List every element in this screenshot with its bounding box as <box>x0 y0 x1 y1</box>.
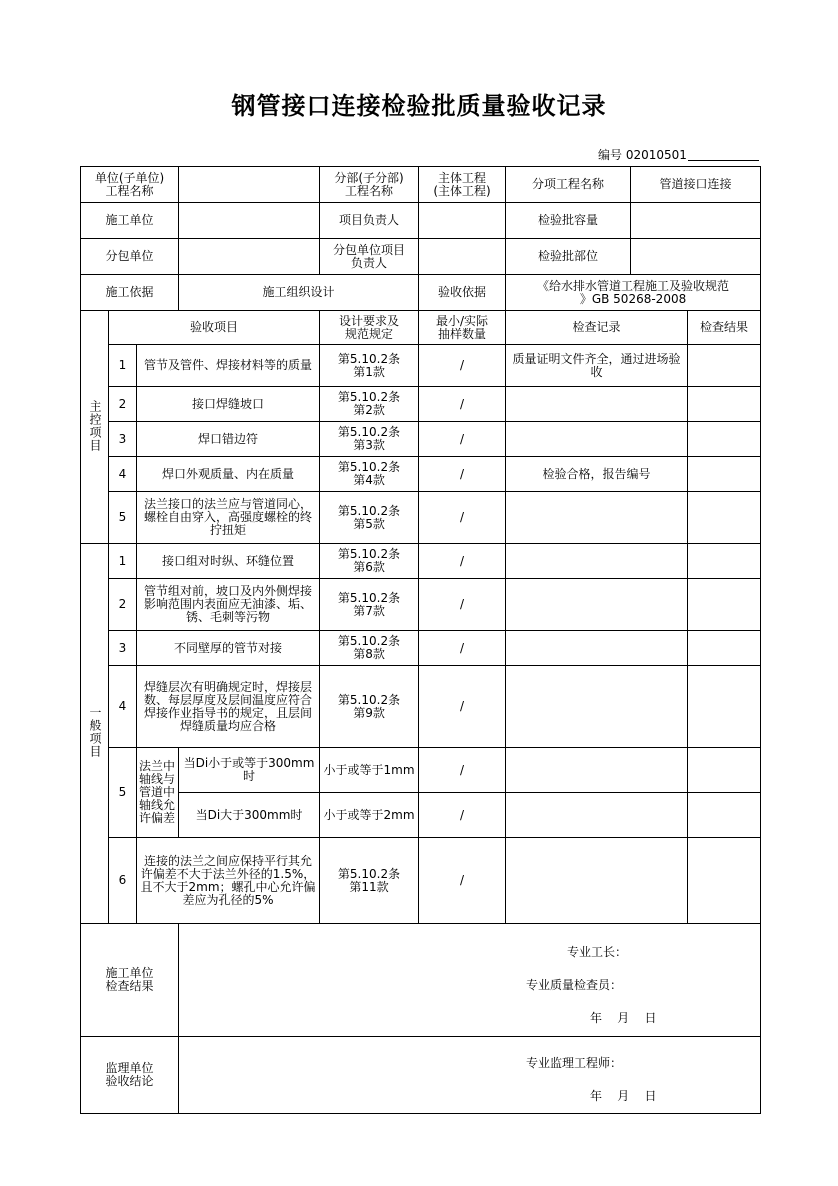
accept-basis-label: 验收依据 <box>419 275 506 311</box>
doc-number <box>598 146 698 163</box>
inspection-record-table <box>80 166 761 1114</box>
item-record[interactable] <box>506 492 688 544</box>
item-result[interactable] <box>688 422 761 457</box>
col-result: 检查结果 <box>688 311 761 345</box>
item-desc: 法兰接口的法兰应与管道同心，螺栓自由穿入，高强度螺栓的终拧扭矩 <box>137 492 320 544</box>
item-req: 第5.10.2条 第7款 <box>320 579 419 631</box>
table-row <box>81 579 761 631</box>
item-record[interactable] <box>506 544 688 579</box>
general-group-text: 一般项目 <box>88 706 102 758</box>
table-row <box>81 838 761 924</box>
quality-inspector-label: 专业质量检查员： <box>526 978 623 992</box>
item-no: 5 <box>109 492 137 544</box>
item-desc: 管节组对前，坡口及内外侧焊接影响范围内表面应无油漆、垢、锈、毛刺等污物 <box>137 579 320 631</box>
item-req: 小于或等于1mm <box>320 748 419 793</box>
supervising-engineer-label: 专业监理工程师： <box>526 1056 623 1070</box>
item-desc: 焊缝层次有明确规定时，焊接层数、每层厚度及层间温度应符合焊接作业指导书的规定，且层间焊缝质量均应合格 <box>137 666 320 748</box>
supervision-row <box>81 1037 761 1114</box>
doc-number-underline <box>688 160 759 161</box>
item-req: 第5.10.2条 第2款 <box>320 387 419 422</box>
item-no: 3 <box>109 422 137 457</box>
table-row <box>81 387 761 422</box>
item-record[interactable] <box>506 793 688 838</box>
foreman-label: 专业工长： <box>567 945 628 959</box>
column-header-row <box>81 311 761 345</box>
col-sample: 最小/实际 抽样数量 <box>419 311 506 345</box>
item-desc: 接口焊缝坡口 <box>137 387 320 422</box>
table-row <box>81 492 761 544</box>
col-item: 验收项目 <box>109 311 320 345</box>
item-no: 1 <box>109 345 137 387</box>
table-row <box>81 544 761 579</box>
subitem-value[interactable]: 管道接口连接 <box>631 167 761 203</box>
item-result[interactable] <box>688 838 761 924</box>
capacity-label: 检验批容量 <box>506 203 631 239</box>
header-row-basis <box>81 275 761 311</box>
sub-value[interactable] <box>179 239 320 275</box>
item-record[interactable] <box>506 422 688 457</box>
unit-label: 单位(子单位) 工程名称 <box>81 167 179 203</box>
pm-value[interactable] <box>419 203 506 239</box>
item-result[interactable] <box>688 492 761 544</box>
item-req: 第5.10.2条 第3款 <box>320 422 419 457</box>
item-result[interactable] <box>688 457 761 492</box>
general-group-label <box>81 544 109 924</box>
table-row <box>81 345 761 387</box>
item-sub-condition: 当Di小于或等于300mm时 <box>179 748 320 793</box>
item-result[interactable] <box>688 793 761 838</box>
item-desc: 法兰中轴线与管道中轴线允许偏差 <box>137 748 179 838</box>
subitem-label: 分项工程名称 <box>506 167 631 203</box>
item-sample[interactable]: / <box>419 748 506 793</box>
item-req: 第5.10.2条 第9款 <box>320 666 419 748</box>
item-sample[interactable]: / <box>419 793 506 838</box>
doc-number-label: 编号 <box>598 148 623 162</box>
inspect-signature-area[interactable] <box>179 924 761 1037</box>
header-row-project <box>81 167 761 203</box>
capacity-value[interactable] <box>631 203 761 239</box>
supervise-signature-area[interactable] <box>179 1037 761 1114</box>
item-record[interactable]: 检验合格，报告编号 <box>506 457 688 492</box>
main-control-group-label <box>81 311 109 544</box>
item-no: 2 <box>109 387 137 422</box>
contractor-label: 施工单位 <box>81 203 179 239</box>
item-sample[interactable]: / <box>419 345 506 387</box>
item-sample[interactable]: / <box>419 492 506 544</box>
item-desc: 连接的法兰之间应保持平行其允许偏差不大于法兰外径的1.5%，且不大于2mm；螺孔中心允许偏差应为孔径的5% <box>137 838 320 924</box>
inspect-date: 年 月 日 <box>590 1011 657 1025</box>
item-desc: 焊口外观质量、内在质量 <box>137 457 320 492</box>
item-record[interactable] <box>506 838 688 924</box>
item-no: 6 <box>109 838 137 924</box>
item-result[interactable] <box>688 544 761 579</box>
table-row <box>81 631 761 666</box>
item-no: 1 <box>109 544 137 579</box>
item-req: 第5.10.2条 第8款 <box>320 631 419 666</box>
doc-number-value: 02010501 <box>625 148 687 162</box>
accept-basis-value[interactable]: 《给水排水管道工程施工及验收规范 》GB 50268-2008 <box>506 275 761 311</box>
item-req: 第5.10.2条 第6款 <box>320 544 419 579</box>
col-record: 检查记录 <box>506 311 688 345</box>
item-record[interactable] <box>506 631 688 666</box>
item-sample[interactable]: / <box>419 422 506 457</box>
header-row-subcontractor <box>81 239 761 275</box>
part-value[interactable] <box>631 239 761 275</box>
item-sample[interactable]: / <box>419 579 506 631</box>
table-row <box>81 793 761 838</box>
item-sample[interactable]: / <box>419 838 506 924</box>
item-sample[interactable]: / <box>419 631 506 666</box>
item-record[interactable] <box>506 579 688 631</box>
header-row-contractor <box>81 203 761 239</box>
table-row <box>81 748 761 793</box>
item-no: 4 <box>109 457 137 492</box>
item-result[interactable] <box>688 579 761 631</box>
item-result[interactable] <box>688 631 761 666</box>
item-result[interactable] <box>688 345 761 387</box>
page-title: 钢管接口连接检验批质量验收记录 <box>231 92 607 120</box>
table-row <box>81 422 761 457</box>
item-desc: 接口组对时纵、环缝位置 <box>137 544 320 579</box>
basis-label: 施工依据 <box>81 275 179 311</box>
division-label: 分部(子分部) 工程名称 <box>320 167 419 203</box>
sub-pm-label: 分包单位项目 负责人 <box>320 239 419 275</box>
main-group-text: 主控项目 <box>88 399 102 452</box>
table-row <box>81 666 761 748</box>
supervise-date: 年 月 日 <box>590 1089 657 1103</box>
supervise-label: 监理单位 验收结论 <box>81 1037 179 1114</box>
item-result[interactable] <box>688 748 761 793</box>
item-result[interactable] <box>688 666 761 748</box>
basis-value[interactable]: 施工组织设计 <box>179 275 419 311</box>
item-sub-condition: 当Di大于300mm时 <box>179 793 320 838</box>
item-sample[interactable]: / <box>419 457 506 492</box>
item-no: 3 <box>109 631 137 666</box>
item-req: 第5.10.2条 第11款 <box>320 838 419 924</box>
division-value[interactable]: 主体工程 (主体工程) <box>419 167 506 203</box>
item-sample[interactable]: / <box>419 387 506 422</box>
pm-label: 项目负责人 <box>320 203 419 239</box>
unit-value[interactable] <box>179 167 320 203</box>
item-record[interactable] <box>506 748 688 793</box>
inspection-result-row <box>81 924 761 1037</box>
item-no: 4 <box>109 666 137 748</box>
item-record[interactable] <box>506 387 688 422</box>
item-req: 小于或等于2mm <box>320 793 419 838</box>
item-desc: 管节及管件、焊接材料等的质量 <box>137 345 320 387</box>
table-row <box>81 457 761 492</box>
item-sample[interactable]: / <box>419 544 506 579</box>
item-desc: 不同壁厚的管节对接 <box>137 631 320 666</box>
part-label: 检验批部位 <box>506 239 631 275</box>
inspect-label: 施工单位 检查结果 <box>81 924 179 1037</box>
item-desc: 焊口错边符 <box>137 422 320 457</box>
item-no: 2 <box>109 579 137 631</box>
col-req: 设计要求及 规范规定 <box>320 311 419 345</box>
item-req: 第5.10.2条 第4款 <box>320 457 419 492</box>
item-no: 5 <box>109 748 137 838</box>
sub-pm-value[interactable] <box>419 239 506 275</box>
sub-label: 分包单位 <box>81 239 179 275</box>
item-record[interactable] <box>506 666 688 748</box>
item-record[interactable]: 质量证明文件齐全，通过进场验收 <box>506 345 688 387</box>
contractor-value[interactable] <box>179 203 320 239</box>
item-req: 第5.10.2条 第1款 <box>320 345 419 387</box>
item-req: 第5.10.2条 第5款 <box>320 492 419 544</box>
item-result[interactable] <box>688 387 761 422</box>
item-sample[interactable]: / <box>419 666 506 748</box>
